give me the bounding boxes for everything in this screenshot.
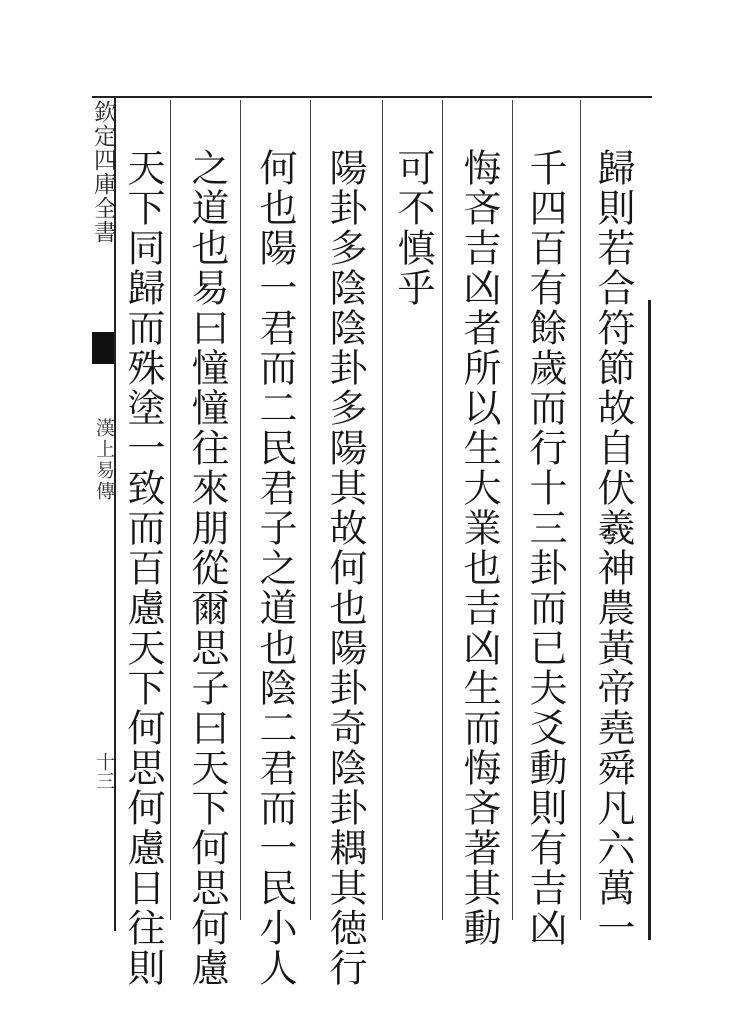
column-rule <box>442 100 443 920</box>
text-column-8: 天下同歸而殊塗一致而百慮天下何思何慮日往則 <box>121 148 165 988</box>
text-column-6: 何也陽一君而二民君子之道也陰二君而一民小人 <box>253 148 297 988</box>
text-column-7: 之道也易曰憧憧往來朋從爾思子曰天下何思何慮 <box>185 148 229 988</box>
margin-page-number: 十三 <box>93 752 115 790</box>
column-rule <box>512 100 513 920</box>
text-column-3: 悔吝吉凶者所以生大業也吉凶生而悔吝著其動 <box>457 148 501 948</box>
fish-tail-mark <box>92 332 114 364</box>
text-column-1: 歸則若合符節故自伏羲神農黃帝堯舜凡六萬一 <box>591 148 635 948</box>
margin-section-title: 漢上易傳 <box>93 418 115 502</box>
column-rule <box>240 100 241 920</box>
text-column-2: 千四百有餘歲而行十三卦而已夫爻動則有吉凶 <box>523 148 567 948</box>
column-rule <box>310 100 311 920</box>
column-rule <box>170 100 171 920</box>
page-frame <box>92 96 652 933</box>
column-rule <box>580 100 581 920</box>
text-column-5: 陽卦多陰陰卦多陽其故何也陽卦奇陰卦耦其徳行 <box>323 148 367 988</box>
text-column-4: 可不慎乎 <box>391 148 435 308</box>
outer-border-rule <box>648 300 651 940</box>
column-rule <box>382 100 383 920</box>
margin-book-title: 欽定四庫全書 <box>90 100 116 244</box>
